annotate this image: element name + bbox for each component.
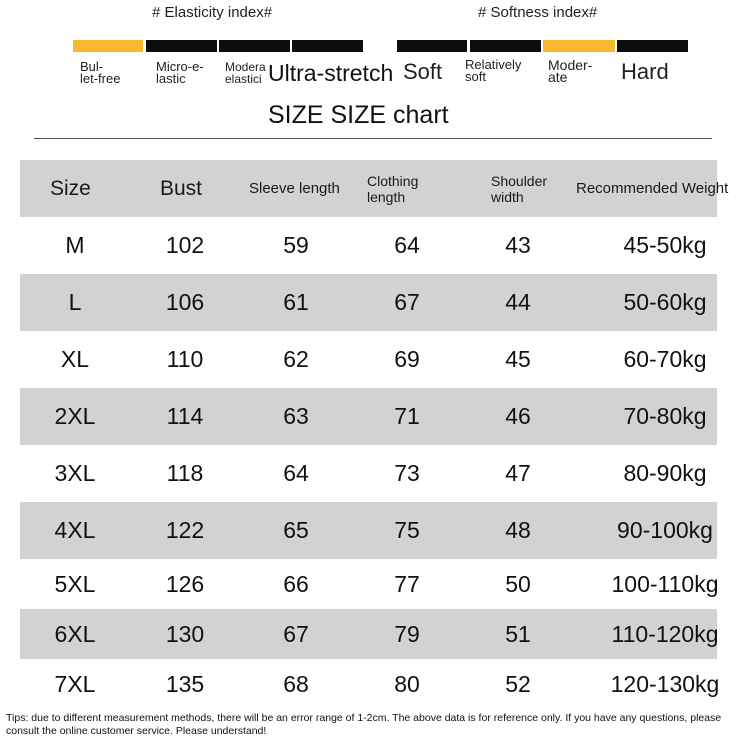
cell-clothing-length: 73 <box>394 460 420 486</box>
tips-note: Tips: due to different measurement methods, there will be an error range of 1-2cm. The above data is for reference only. If you have any questions, please consult the online customer service. Please understand! <box>6 712 722 737</box>
cell-clothing-length: 71 <box>394 403 420 429</box>
cell-sleeve-length: 62 <box>283 346 309 372</box>
cell-shoulder-width: 46 <box>505 403 531 429</box>
cell-shoulder-width: 45 <box>505 346 531 372</box>
ultra-stretch-text: Ultra-stretch <box>268 60 394 86</box>
table-row <box>20 502 717 559</box>
cell-size: 2XL <box>54 403 96 429</box>
table-header-row <box>20 160 729 217</box>
cell-recommended-weight: 45-50kg <box>623 232 707 258</box>
cell-sleeve-length: 65 <box>283 517 309 543</box>
cell-shoulder-width: 43 <box>505 232 531 258</box>
header-size: Size <box>50 176 91 200</box>
cell-size: L <box>68 289 82 315</box>
cell-shoulder-width: 51 <box>505 620 531 647</box>
title-divider <box>34 138 712 139</box>
cell-bust: 135 <box>165 670 205 697</box>
cell-size: 7XL <box>54 670 96 697</box>
cell-shoulder-width: 44 <box>505 289 531 315</box>
table-row <box>20 445 717 502</box>
softness-bar-4 <box>617 40 688 52</box>
header-bust: Bust <box>160 176 203 200</box>
cell-bust: 114 <box>166 403 204 429</box>
header-sleeve-length: Sleeve length <box>249 180 340 197</box>
elasticity-bar-3 <box>219 40 290 52</box>
cell-clothing-length: 80 <box>394 670 420 697</box>
cell-clothing-length: 67 <box>394 289 420 315</box>
cell-sleeve-length: 64 <box>283 460 309 486</box>
elasticity-label-3: Modera elastici <box>225 60 266 86</box>
elasticity-bar-2 <box>146 40 217 52</box>
cell-clothing-length: 79 <box>394 620 420 647</box>
elasticity-bar-1 <box>73 40 143 52</box>
cell-recommended-weight: 120-130kg <box>610 670 720 697</box>
softness-bar-1 <box>397 40 467 52</box>
cell-bust: 130 <box>165 620 205 647</box>
cell-sleeve-length: 59 <box>283 232 309 258</box>
table-row <box>20 274 717 331</box>
softness-label-1: Soft <box>403 59 443 84</box>
table-row <box>20 217 717 274</box>
cell-bust: 122 <box>165 517 205 543</box>
elasticity-bar-4 <box>292 40 363 52</box>
cell-bust: 126 <box>165 570 205 597</box>
cell-clothing-length: 69 <box>394 346 420 372</box>
cell-shoulder-width: 52 <box>505 670 531 697</box>
cell-recommended-weight: 90-100kg <box>617 517 713 543</box>
cell-clothing-length: 77 <box>394 570 420 597</box>
elasticity-label-1: Bul- let-free <box>80 59 121 86</box>
elasticity-index-title: # Elasticity index# <box>152 4 273 21</box>
cell-sleeve-length: 67 <box>283 620 309 647</box>
header-recommended-weight: Recommended Weight <box>576 180 729 197</box>
cell-bust: 102 <box>165 232 205 258</box>
cell-recommended-weight: 100-110kg <box>611 570 719 597</box>
cell-sleeve-length: 63 <box>283 403 309 429</box>
header-clothing-length: Clothing length <box>367 172 419 205</box>
chart-title: SIZE SIZE chart <box>268 101 449 129</box>
softness-index-title: # Softness index# <box>478 4 598 21</box>
cell-size: 6XL <box>54 620 96 647</box>
table-row <box>20 388 717 445</box>
cell-recommended-weight: 70-80kg <box>623 403 707 429</box>
cell-shoulder-width: 47 <box>505 460 531 486</box>
cell-size: 4XL <box>54 517 96 543</box>
cell-recommended-weight: 50-60kg <box>623 289 707 315</box>
table-row <box>20 609 717 659</box>
header-shoulder-width: Shoulder width <box>491 172 548 205</box>
table-row <box>20 659 720 709</box>
table-row <box>20 331 717 388</box>
cell-size: M <box>65 232 85 258</box>
elasticity-label-2: Micro-e- lastic <box>156 59 204 86</box>
cell-size: XL <box>60 346 90 372</box>
cell-clothing-length: 64 <box>394 232 420 258</box>
cell-recommended-weight: 60-70kg <box>623 346 707 372</box>
softness-bar-2 <box>470 40 541 52</box>
cell-shoulder-width: 48 <box>505 517 531 543</box>
cell-sleeve-length: 66 <box>283 570 309 597</box>
table-row <box>20 559 717 609</box>
cell-size: 3XL <box>54 460 96 486</box>
softness-label-2: Relatively soft <box>465 57 522 84</box>
softness-bar-3 <box>543 40 615 52</box>
cell-recommended-weight: 110-120kg <box>611 620 719 647</box>
cell-sleeve-length: 61 <box>283 289 309 315</box>
softness-label-3: Moder- ate <box>548 57 593 85</box>
cell-bust: 110 <box>166 346 204 372</box>
cell-sleeve-length: 68 <box>283 670 309 697</box>
softness-label-4: Hard <box>621 59 669 84</box>
cell-recommended-weight: 80-90kg <box>623 460 707 486</box>
cell-clothing-length: 75 <box>394 517 420 543</box>
cell-shoulder-width: 50 <box>505 570 531 597</box>
cell-size: 5XL <box>54 570 96 597</box>
cell-bust: 118 <box>166 460 204 486</box>
cell-bust: 106 <box>165 289 205 315</box>
